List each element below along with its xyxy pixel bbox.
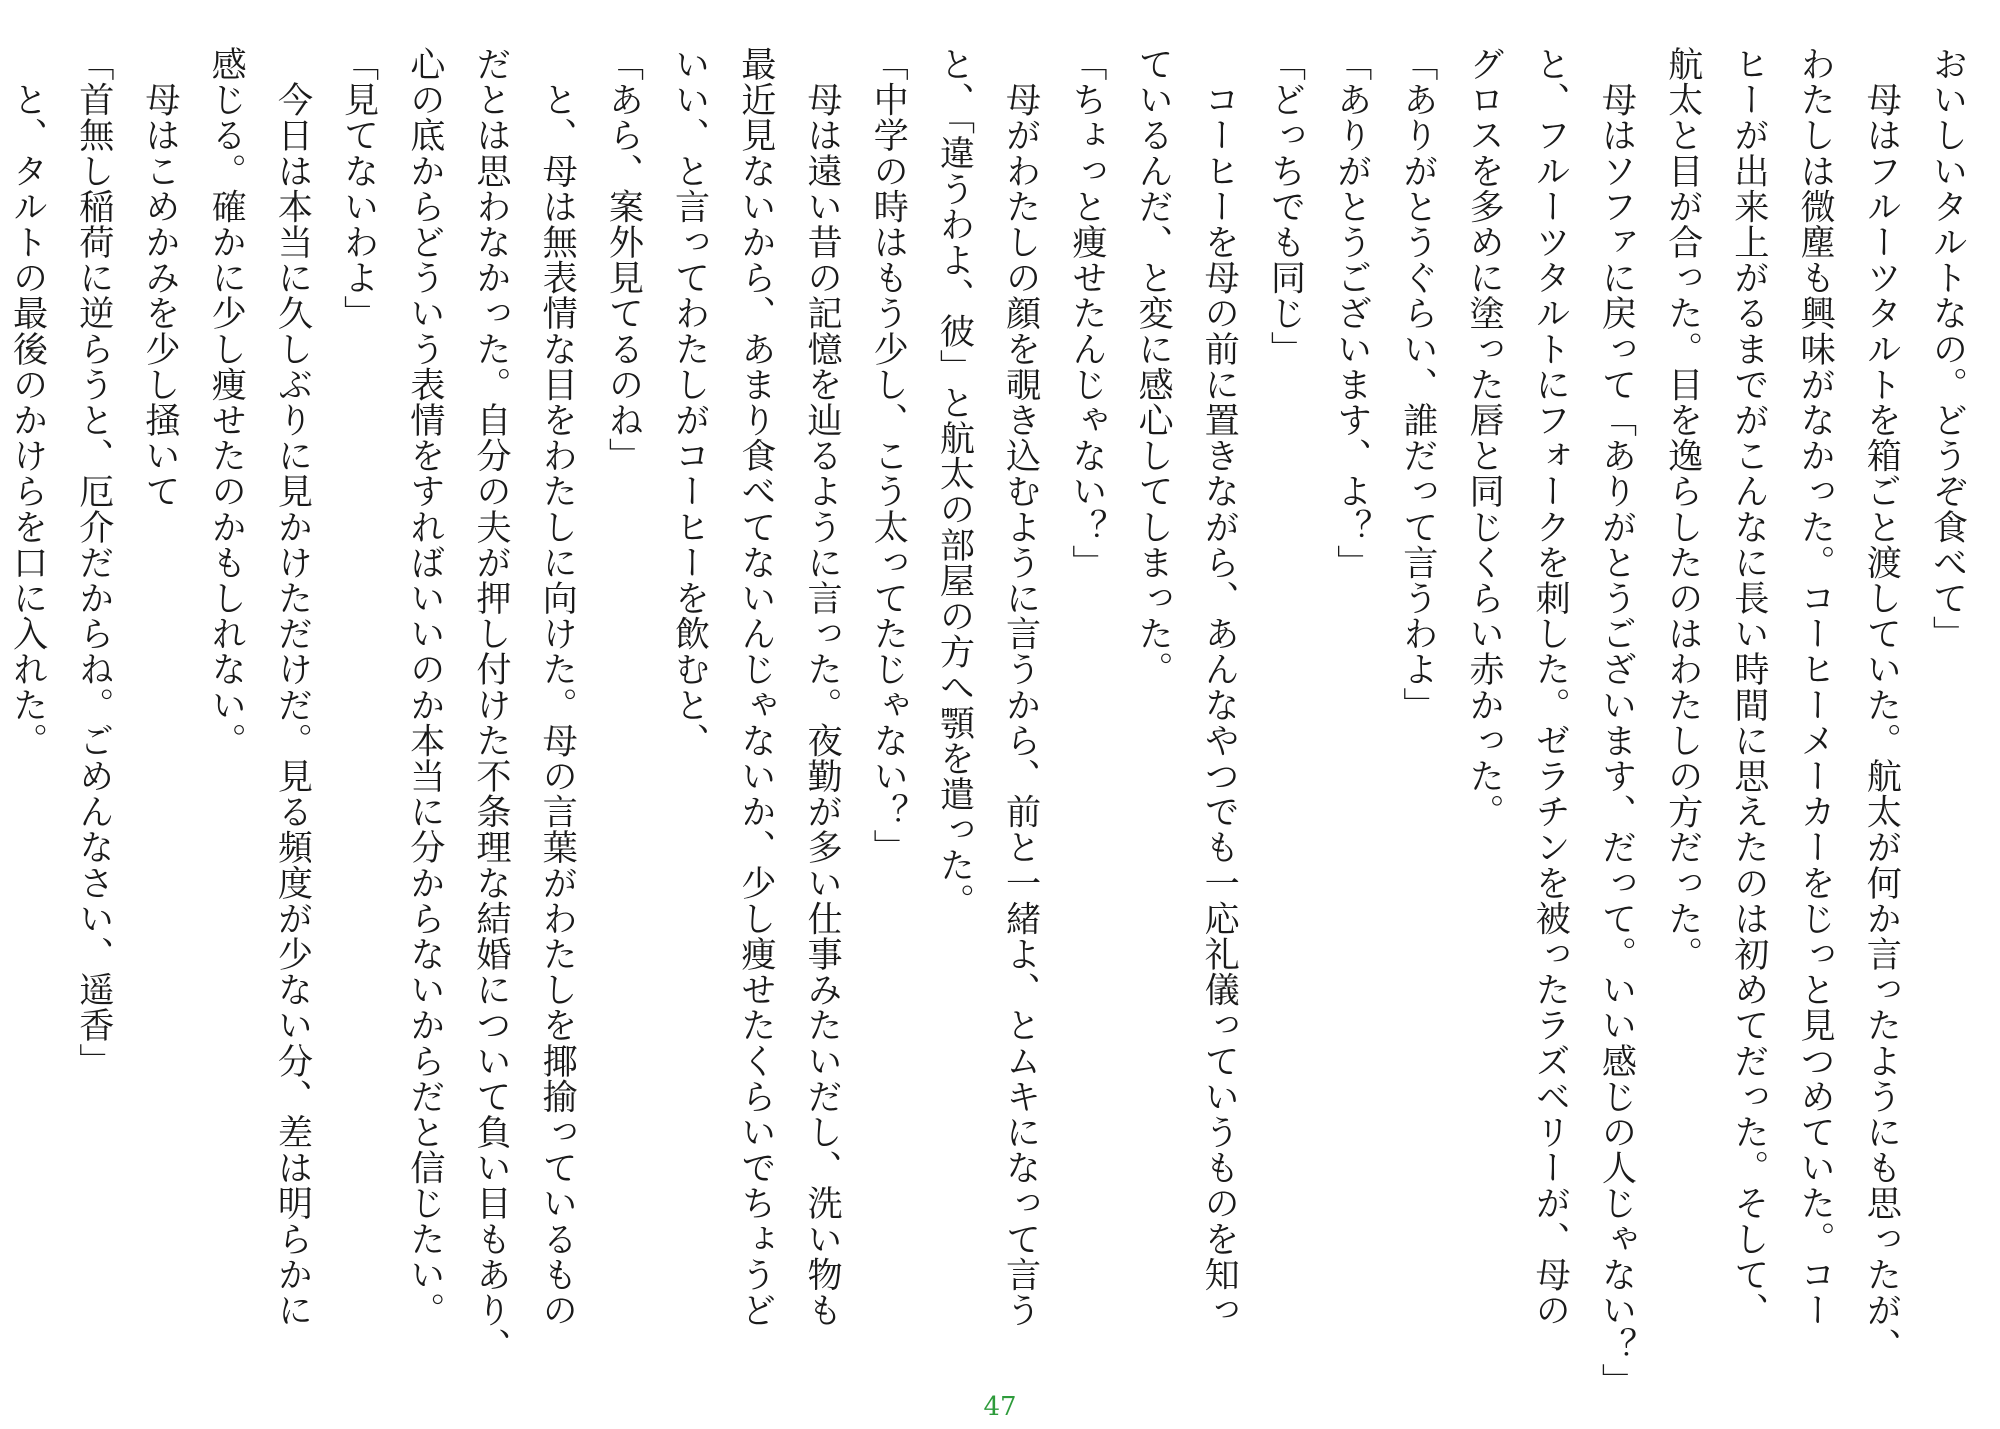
text-line: 「どっちでも同じ」 [1264, 46, 1306, 367]
text-line: 最近見ないから、あまり食べてないんじゃないか、少し痩せたくらいでちょうど [735, 46, 777, 1328]
page-number: 47 [983, 1392, 1017, 1422]
text-line: 「中学の時はもう少し、こう太ってたじゃない？」 [867, 46, 909, 865]
text-line: 感じる。確かに少し痩せたのかもしれない。 [205, 46, 247, 758]
text-line: 「ありがとうぐらい、誰だって言うわよ」 [1397, 46, 1439, 723]
text-line: 「首無し稲荷に逆らうと、厄介だからね。ごめんなさい、遥香」 [73, 46, 115, 1079]
text-line: おいしいタルトなの。どうぞ食べて」 [1927, 46, 1968, 652]
text-line: 「あら、案外見てるのね」 [602, 46, 644, 474]
text-line: と、フルーツタルトにフォークを刺した。ゼラチンを被ったラズベリーが、母の [1529, 46, 1571, 1328]
text-line: だとは思わなかった。自分の夫が押し付けた不条理な結婚について負い目もあり、 [470, 46, 512, 1364]
text-line: いい、と言ってわたしがコーヒーを飲むと、 [669, 46, 711, 758]
vertical-text-body [7, 46, 1980, 1399]
text-line: ヒーが出来上がるまでがこんなに長い時間に思えたのは初めてだった。そして、 [1728, 46, 1770, 1328]
text-line: 航太と目が合った。目を逸らしたのはわたしの方だった。 [1662, 46, 1704, 972]
text-line: 母はこめかみを少し掻いて [139, 46, 181, 509]
text-line: 母がわたしの顔を覗き込むように言うから、前と一緒よ、とムキになって言う [1000, 46, 1042, 1328]
text-line: 母はソファに戻って「ありがとうございます、だって。いい感じの人じゃない？」 [1595, 46, 1637, 1399]
text-line: ているんだ、と変に感心してしまった。 [1132, 46, 1174, 687]
text-line: わたしは微塵も興味がなかった。コーヒーメーカーをじっと見つめていた。コー [1794, 46, 1836, 1328]
text-line: 母は遠い昔の記憶を辿るように言った。夜勤が多い仕事みたいだし、洗い物も [801, 46, 843, 1328]
text-line: グロスを多めに塗った唇と同じくらい赤かった。 [1463, 46, 1505, 830]
text-line: コーヒーを母の前に置きながら、あんなやつでも一応礼儀っていうものを知っ [1198, 46, 1240, 1328]
text-line: と、「違うわよ、彼」と航太の部屋の方へ顎を遣った。 [933, 46, 975, 919]
text-line: と、母は無表情な目をわたしに向けた。母の言葉がわたしを揶揄っているもの [536, 46, 578, 1328]
text-line: 「ありがとうございます、よ？」 [1331, 46, 1373, 580]
text-line: 今日は本当に久しぶりに見かけただけだ。見る頻度が少ない分、差は明らかに [271, 46, 313, 1328]
text-line: 母はフルーツタルトを箱ごと渡していた。航太が何か言ったようにも思ったが、 [1860, 46, 1902, 1364]
text-line: 心の底からどういう表情をすればいいのか本当に分からないからだと信じたい。 [404, 46, 446, 1328]
text-line: 「見てないわよ」 [338, 46, 380, 331]
text-line: と、タルトの最後のかけらを口に入れた。 [7, 46, 49, 758]
text-line: 「ちょっと痩せたんじゃない？」 [1066, 46, 1108, 580]
